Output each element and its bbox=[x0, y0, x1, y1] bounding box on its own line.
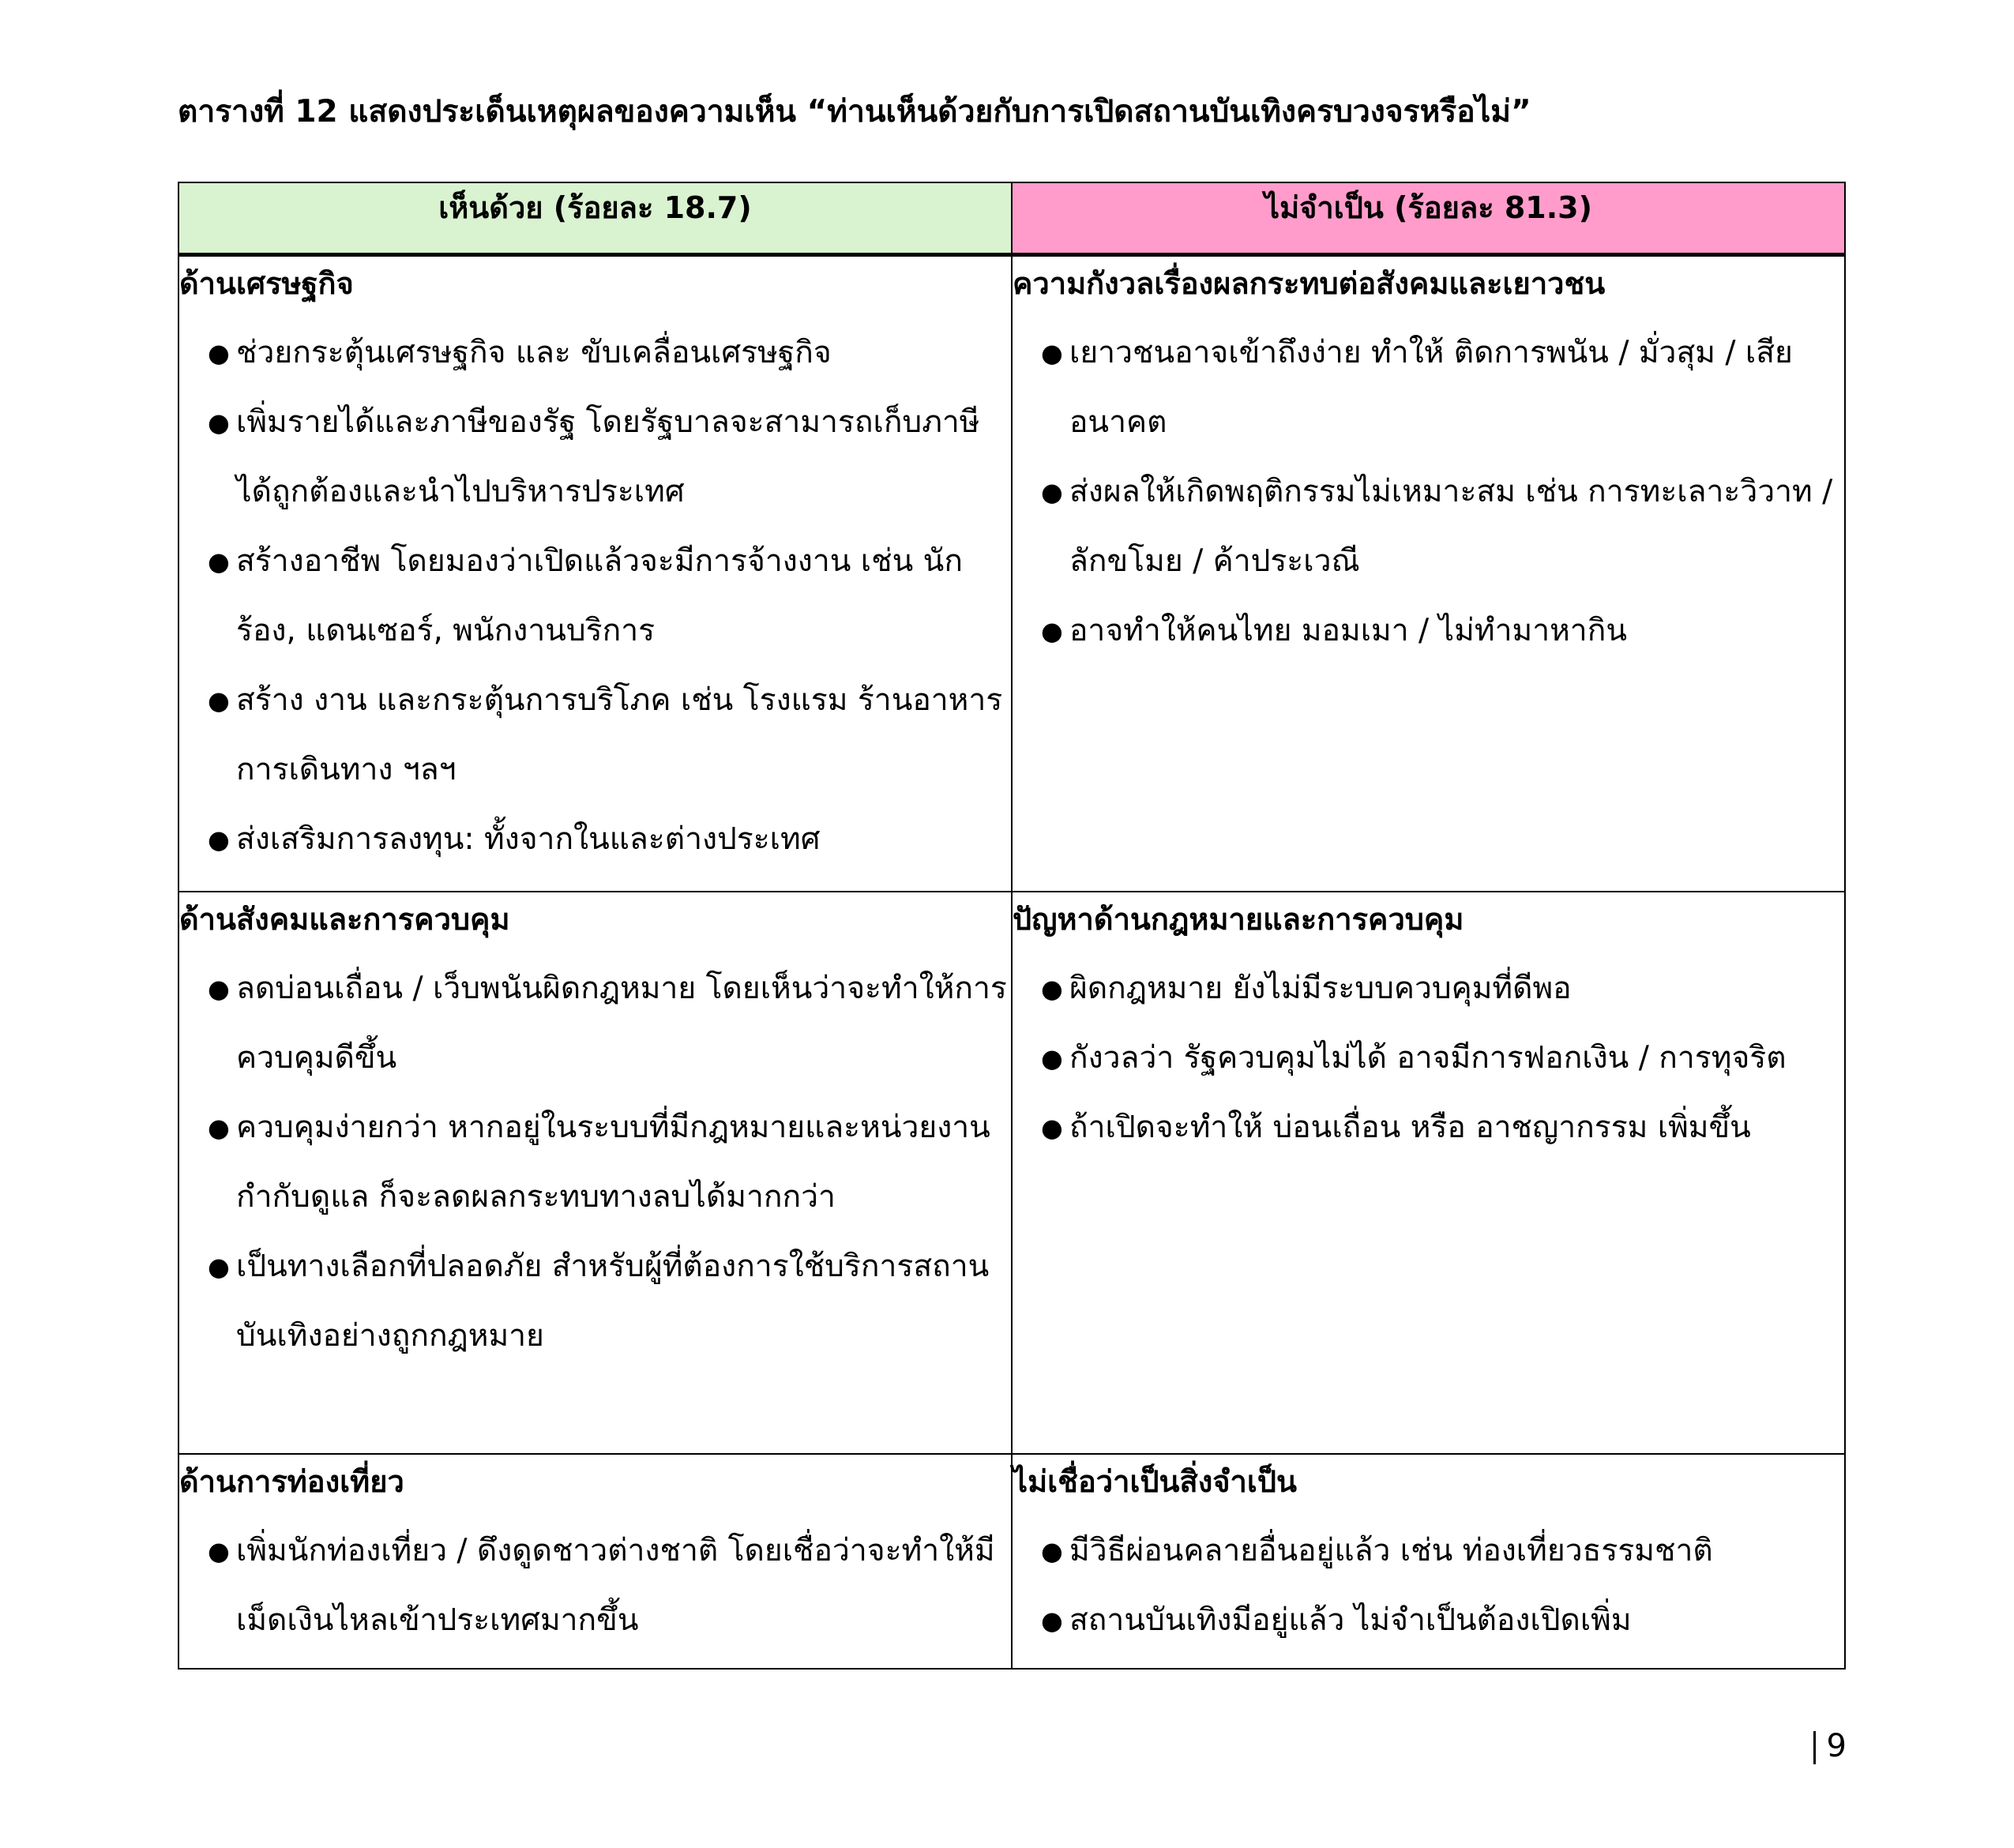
reason-list bbox=[179, 954, 1011, 1371]
item-text: สร้างอาชีพ โดยมองว่าเปิดแล้วจะมีการจ้างงาน เช่น นักร้อง, แดนเซอร์, พนักงานบริการ bbox=[236, 543, 963, 648]
table-row bbox=[178, 255, 1845, 892]
list-item bbox=[208, 1516, 1011, 1655]
header-disagree: ไม่จำเป็น (ร้อยละ 81.3) bbox=[1012, 182, 1845, 255]
agree-cell-economy bbox=[178, 255, 1012, 892]
table-header-row bbox=[178, 182, 1845, 255]
bullet-icon: ● bbox=[208, 408, 230, 438]
list-item bbox=[208, 666, 1011, 805]
list-item bbox=[1041, 1093, 1844, 1163]
bullet-icon: ● bbox=[208, 973, 230, 1004]
list-item bbox=[1041, 457, 1844, 596]
item-text: เยาวชนอาจเข้าถึงง่าย ทำให้ ติดการพนัน / มั่วสุม / เสียอนาคต bbox=[1069, 335, 1793, 440]
section-title: ความกังวลเรื่องผลกระทบต่อสังคมและเยาวชน bbox=[1013, 266, 1606, 301]
table-row bbox=[178, 892, 1845, 1454]
page-number bbox=[1813, 1728, 1847, 1764]
item-text: สร้าง งาน และกระตุ้นการบริโภค เช่น โรงแรม ร้านอาหาร การเดินทาง ฯลฯ bbox=[236, 682, 1003, 787]
bullet-icon: ● bbox=[1041, 973, 1063, 1004]
section-title: ด้านเศรษฐกิจ bbox=[179, 266, 354, 301]
reason-list bbox=[1013, 954, 1844, 1163]
agree-cell-tourism bbox=[178, 1454, 1012, 1669]
section-title: ปัญหาด้านกฎหมายและการควบคุม bbox=[1013, 901, 1464, 937]
list-item bbox=[1041, 596, 1844, 666]
table-row bbox=[178, 1454, 1845, 1669]
bullet-icon: ● bbox=[208, 685, 230, 716]
list-item bbox=[1041, 1024, 1844, 1093]
item-text: ช่วยกระตุ้นเศรษฐกิจ และ ขับเคลื่อนเศรษฐกิจ bbox=[236, 335, 832, 370]
bullet-icon: ● bbox=[1041, 1605, 1063, 1636]
reason-list bbox=[179, 1516, 1011, 1655]
item-text: ลดบ่อนเถื่อน / เว็บพนันผิดกฎหมาย โดยเห็นว่าจะทำให้การควบคุมดีขึ้น bbox=[236, 970, 1007, 1076]
list-item bbox=[208, 805, 1011, 874]
item-text: ผิดกฎหมาย ยังไม่มีระบบควบคุมที่ดีพอ bbox=[1069, 970, 1572, 1006]
item-text: ควบคุมง่ายกว่า หากอยู่ในระบบที่มีกฎหมายและหน่วยงานกำกับดูแล ก็จะลดผลกระทบทางลบได้มากกว่า bbox=[236, 1109, 990, 1215]
bullet-icon: ● bbox=[208, 1251, 230, 1282]
bullet-icon: ● bbox=[1041, 1042, 1063, 1073]
disagree-cell-legal bbox=[1012, 892, 1845, 1454]
section-title: ด้านสังคมและการควบคุม bbox=[179, 901, 510, 937]
opinion-table bbox=[178, 182, 1846, 1670]
bullet-icon: ● bbox=[208, 338, 230, 368]
agree-cell-social-control bbox=[178, 892, 1012, 1454]
disagree-cell-not-necessary bbox=[1012, 1454, 1845, 1669]
bullet-icon: ● bbox=[1041, 616, 1063, 646]
table-caption: ตารางที่ 12 แสดงประเด็นเหตุผลของความเห็น “ท่านเห็นด้วยกับการเปิดสถานบันเทิงครบวงจรหรือไม่” bbox=[178, 94, 1531, 130]
bullet-icon: ● bbox=[1041, 1112, 1063, 1143]
list-item bbox=[208, 1093, 1011, 1232]
section-title: ด้านการท่องเที่ยว bbox=[179, 1463, 404, 1499]
item-text: เป็นทางเลือกที่ปลอดภัย สำหรับผู้ที่ต้องการใช้บริการสถานบันเทิงอย่างถูกกฎหมาย bbox=[236, 1248, 990, 1354]
bullet-icon: ● bbox=[208, 824, 230, 855]
list-item bbox=[1041, 1586, 1844, 1655]
reason-list bbox=[1013, 1516, 1844, 1655]
list-item bbox=[1041, 318, 1844, 457]
bullet-icon: ● bbox=[208, 1112, 230, 1143]
bullet-icon: ● bbox=[1041, 477, 1063, 507]
item-text: มีวิธีผ่อนคลายอื่นอยู่แล้ว เช่น ท่องเที่ยวธรรมชาติ bbox=[1069, 1532, 1713, 1568]
reason-list bbox=[1013, 318, 1844, 666]
item-text: ส่งผลให้เกิดพฤติกรรมไม่เหมาะสม เช่น การทะเลาะวิวาท / ลักขโมย / ค้าประเวณี bbox=[1069, 474, 1833, 579]
list-item bbox=[1041, 954, 1844, 1024]
page-divider bbox=[1813, 1731, 1816, 1764]
list-item bbox=[208, 527, 1011, 666]
list-item bbox=[208, 1232, 1011, 1371]
reason-list bbox=[179, 318, 1011, 874]
item-text: กังวลว่า รัฐควบคุมไม่ได้ อาจมีการฟอกเงิน / การทุจริต bbox=[1069, 1039, 1787, 1076]
list-item bbox=[1041, 1516, 1844, 1586]
bullet-icon: ● bbox=[1041, 1535, 1063, 1566]
bullet-icon: ● bbox=[208, 1535, 230, 1566]
list-item bbox=[208, 318, 1011, 388]
item-text: ถ้าเปิดจะทำให้ บ่อนเถื่อน หรือ อาชญากรรม เพิ่มขึ้น bbox=[1069, 1109, 1751, 1145]
list-item bbox=[208, 954, 1011, 1093]
item-text: เพิ่มนักท่องเที่ยว / ดึงดูดชาวต่างชาติ โดยเชื่อว่าจะทำให้มีเม็ดเงินไหลเข้าประเทศมากขึ้น bbox=[236, 1532, 995, 1638]
bullet-icon: ● bbox=[1041, 338, 1063, 368]
section-title: ไม่เชื่อว่าเป็นสิ่งจำเป็น bbox=[1013, 1463, 1297, 1499]
item-text: ส่งเสริมการลงทุน: ทั้งจากในและต่างประเทศ bbox=[236, 821, 821, 857]
disagree-cell-social-concern bbox=[1012, 255, 1845, 892]
bullet-icon: ● bbox=[208, 547, 230, 577]
list-item bbox=[208, 388, 1011, 527]
header-agree: เห็นด้วย (ร้อยละ 18.7) bbox=[178, 182, 1012, 255]
item-text: อาจทำให้คนไทย มอมเมา / ไม่ทำมาหากิน bbox=[1069, 613, 1627, 648]
item-text: สถานบันเทิงมีอยู่แล้ว ไม่จำเป็นต้องเปิดเพิ่ม bbox=[1069, 1602, 1632, 1638]
page-number-text: 9 bbox=[1826, 1728, 1847, 1764]
item-text: เพิ่มรายได้และภาษีของรัฐ โดยรัฐบาลจะสามารถเก็บภาษีได้ถูกต้องและนำไปบริหารประเทศ bbox=[236, 404, 980, 509]
